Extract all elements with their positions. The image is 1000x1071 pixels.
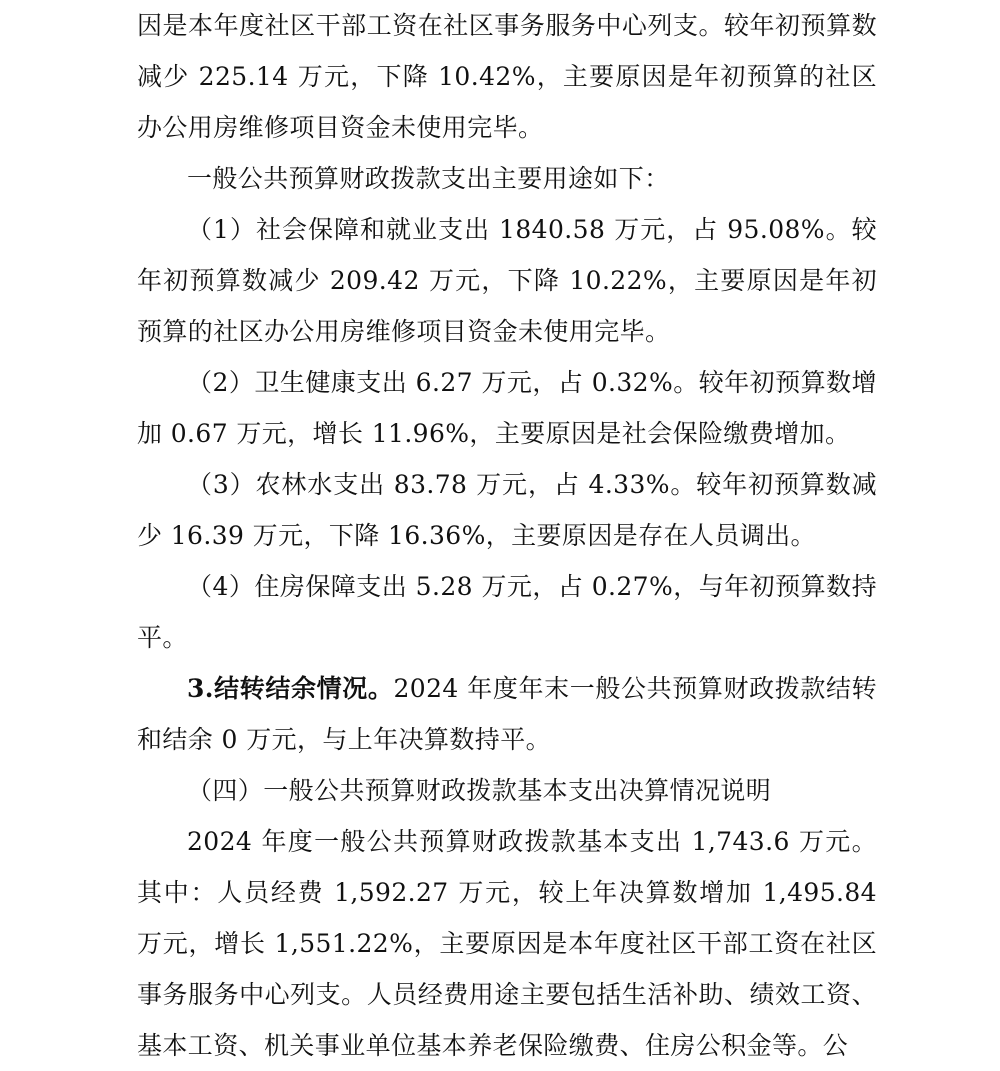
paragraph-continuation: 因是本年度社区干部工资在社区事务服务中心列支。较年初预算数减少 225.14 万元，下降 10.42%，主要原因是年初预算的社区办公用房维修项目资金未使用完毕。	[137, 11, 877, 142]
paragraph-carryover	[137, 663, 877, 765]
carryover-heading: 3.结转结余情况。	[187, 674, 394, 703]
paragraph-basic-expenditure: 2024 年度一般公共预算财政拨款基本支出 1,743.6 万元。其中：人员经费 1,592.27 万元，较上年决算数增加 1,495.84 万元，增长 1,551.22%，主要原因是本年度社区干部工资在社区事务服务中心列支。人员经费用途主要包括生活补助、绩效工资、基本工资、机关事业单位基本养老保险缴费、住房公积金等。公	[137, 827, 877, 1060]
carryover-text: 2024 年度年末一般公共预算财政拨款结转和结余 0 万元，与上年决算数持平。	[137, 674, 877, 754]
section-heading-basic-expenditure: （四）一般公共预算财政拨款基本支出决算情况说明	[187, 776, 772, 805]
paragraph-housing: （4）住房保障支出 5.28 万元，占 0.27%，与年初预算数持平。	[137, 572, 877, 652]
paragraph-health: （2）卫生健康支出 6.27 万元，占 0.32%。较年初预算数增加 0.67 万元，增长 11.96%，主要原因是社会保险缴费增加。	[137, 368, 877, 448]
paragraph-usage-intro: 一般公共预算财政拨款支出主要用途如下：	[187, 164, 670, 193]
paragraph-social-security: （1）社会保障和就业支出 1840.58 万元，占 95.08%。较年初预算数减少 209.42 万元，下降 10.22%，主要原因是年初预算的社区办公用房维修项目资金未使用完毕。	[137, 215, 877, 346]
document-body	[137, 0, 877, 1071]
paragraph-agriculture: （3）农林水支出 83.78 万元，占 4.33%。较年初预算数减少 16.39 万元，下降 16.36%，主要原因是存在人员调出。	[137, 470, 877, 550]
